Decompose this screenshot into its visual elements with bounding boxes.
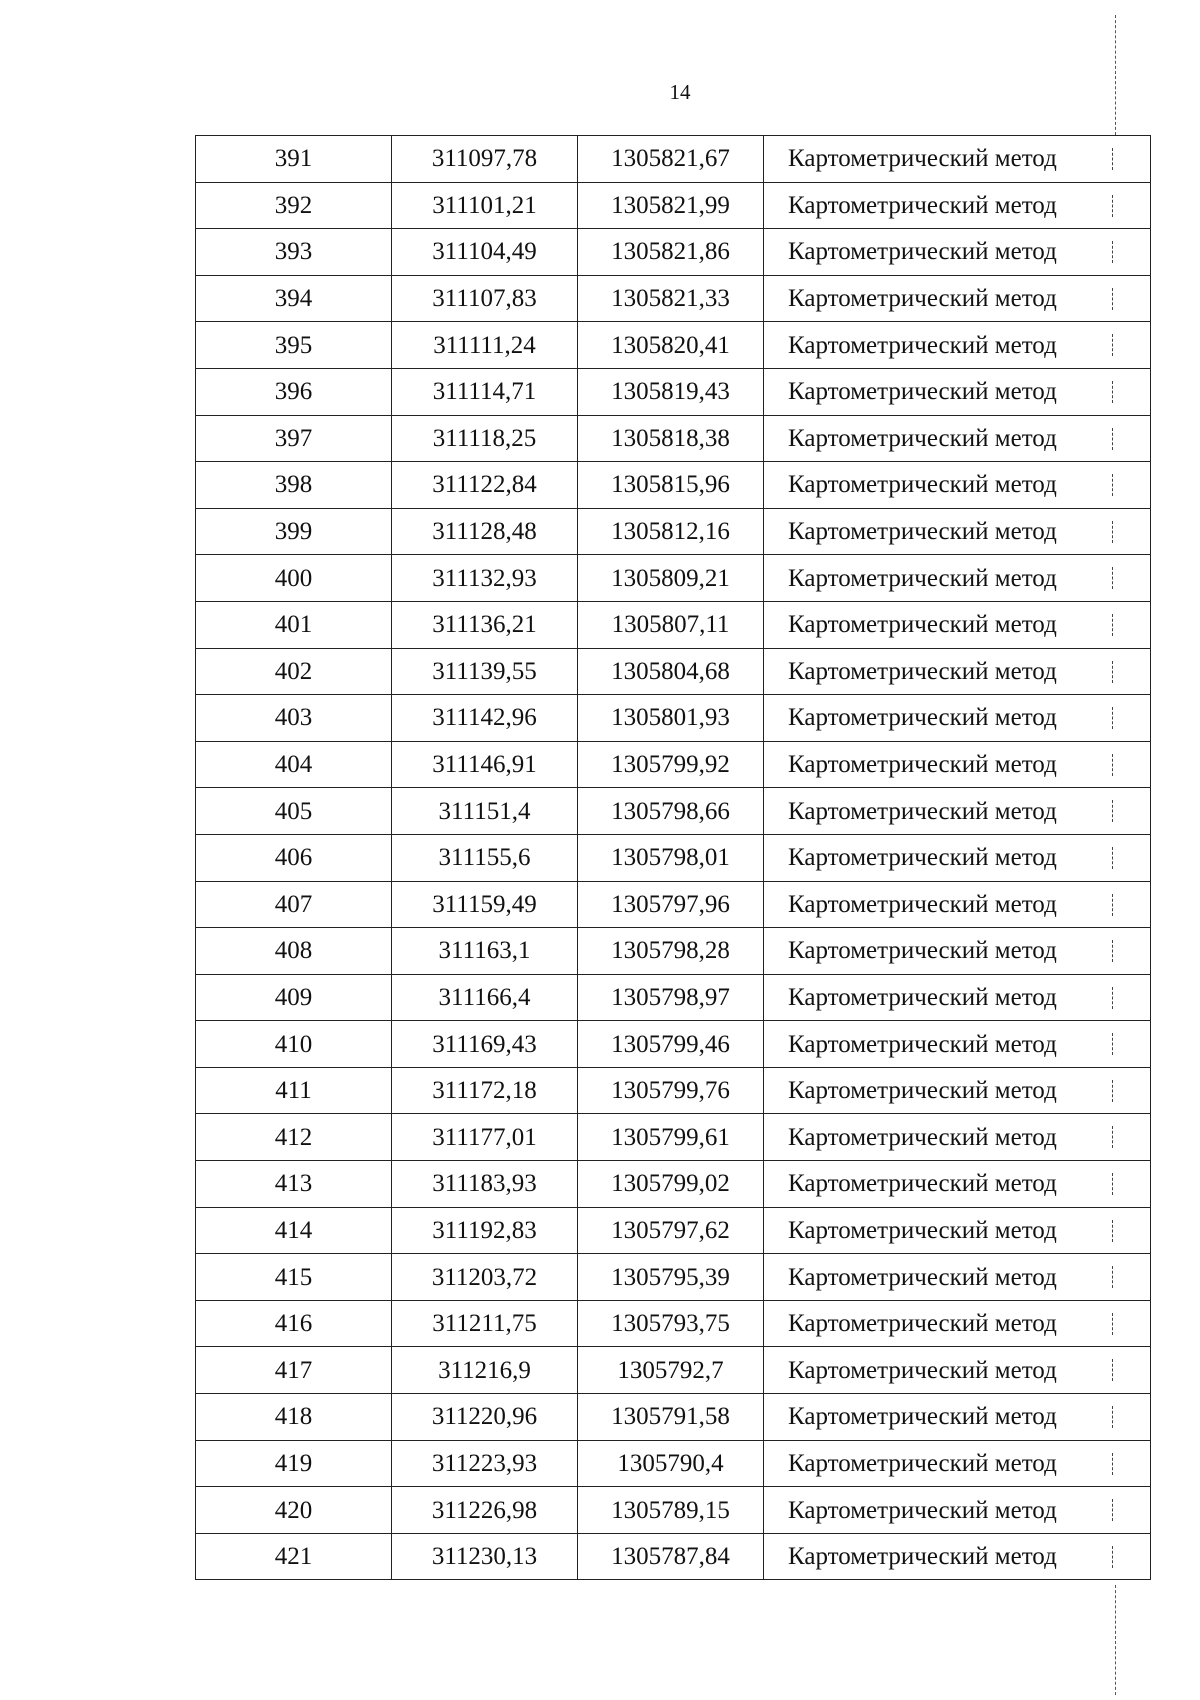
method-cell <box>764 322 1151 369</box>
x-coordinate-cell: 311097,78 <box>392 136 578 183</box>
table-row <box>196 229 1151 276</box>
margin-cut-tick <box>1112 567 1113 589</box>
method-text: Картометрический метод <box>788 285 1057 313</box>
method-text: Картометрический метод <box>788 331 1057 359</box>
point-number-cell: 391 <box>196 136 392 183</box>
method-text: Картометрический метод <box>788 611 1057 639</box>
method-text: Картометрический метод <box>788 1356 1057 1384</box>
point-number-cell: 399 <box>196 508 392 555</box>
table-row <box>196 1347 1151 1394</box>
method-text: Картометрический метод <box>788 378 1057 406</box>
table-row <box>196 1487 1151 1534</box>
x-coordinate-cell: 311128,48 <box>392 508 578 555</box>
method-text: Картометрический метод <box>788 1216 1057 1244</box>
margin-cut-tick <box>1112 1499 1113 1521</box>
method-text: Картометрический метод <box>788 983 1057 1011</box>
margin-cut-tick <box>1112 754 1113 776</box>
margin-cut-tick <box>1112 521 1113 543</box>
margin-cut-tick <box>1112 1453 1113 1475</box>
margin-cut-tick <box>1112 474 1113 496</box>
table-row <box>196 275 1151 322</box>
y-coordinate-cell: 1305821,67 <box>578 136 764 183</box>
y-coordinate-cell: 1305791,58 <box>578 1394 764 1441</box>
method-cell <box>764 788 1151 835</box>
method-cell <box>764 229 1151 276</box>
table-row <box>196 881 1151 928</box>
x-coordinate-cell: 311216,9 <box>392 1347 578 1394</box>
method-cell <box>764 1021 1151 1068</box>
margin-cut-tick <box>1112 148 1113 170</box>
table-row <box>196 136 1151 183</box>
margin-cut-tick <box>1112 894 1113 916</box>
point-number-cell: 418 <box>196 1394 392 1441</box>
x-coordinate-cell: 311230,13 <box>392 1533 578 1580</box>
x-coordinate-cell: 311122,84 <box>392 462 578 509</box>
margin-cut-tick <box>1112 847 1113 869</box>
margin-cut-tick <box>1112 707 1113 729</box>
table-row <box>196 1021 1151 1068</box>
coordinates-table <box>195 135 1151 1580</box>
point-number-cell: 419 <box>196 1440 392 1487</box>
table-row <box>196 695 1151 742</box>
coordinates-table-body <box>196 136 1151 1580</box>
method-text: Картометрический метод <box>788 890 1057 918</box>
x-coordinate-cell: 311223,93 <box>392 1440 578 1487</box>
x-coordinate-cell: 311151,4 <box>392 788 578 835</box>
x-coordinate-cell: 311177,01 <box>392 1114 578 1161</box>
point-number-cell: 407 <box>196 881 392 928</box>
method-text: Картометрический метод <box>788 518 1057 546</box>
method-text: Картометрический метод <box>788 191 1057 219</box>
y-coordinate-cell: 1305798,28 <box>578 928 764 975</box>
page-number: 14 <box>669 80 691 104</box>
y-coordinate-cell: 1305801,93 <box>578 695 764 742</box>
y-coordinate-cell: 1305799,76 <box>578 1067 764 1114</box>
point-number-cell: 421 <box>196 1533 392 1580</box>
table-row <box>196 1394 1151 1441</box>
y-coordinate-cell: 1305807,11 <box>578 601 764 648</box>
x-coordinate-cell: 311220,96 <box>392 1394 578 1441</box>
point-number-cell: 393 <box>196 229 392 276</box>
x-coordinate-cell: 311163,1 <box>392 928 578 975</box>
table-row <box>196 1067 1151 1114</box>
margin-cut-tick <box>1112 428 1113 450</box>
y-coordinate-cell: 1305798,01 <box>578 834 764 881</box>
table-row <box>196 182 1151 229</box>
x-coordinate-cell: 311114,71 <box>392 368 578 415</box>
y-coordinate-cell: 1305799,92 <box>578 741 764 788</box>
y-coordinate-cell: 1305821,86 <box>578 229 764 276</box>
table-row <box>196 555 1151 602</box>
method-cell <box>764 182 1151 229</box>
method-text: Картометрический метод <box>788 1403 1057 1431</box>
x-coordinate-cell: 311203,72 <box>392 1254 578 1301</box>
table-row <box>196 974 1151 1021</box>
margin-cut-tick <box>1112 1266 1113 1288</box>
method-text: Картометрический метод <box>788 1123 1057 1151</box>
margin-cut-tick <box>1112 1313 1113 1335</box>
point-number-cell: 404 <box>196 741 392 788</box>
method-text: Картометрический метод <box>788 797 1057 825</box>
method-text: Картометрический метод <box>788 1496 1057 1524</box>
method-text: Картометрический метод <box>788 937 1057 965</box>
table-row <box>196 1533 1151 1580</box>
method-cell <box>764 974 1151 1021</box>
method-cell <box>764 1300 1151 1347</box>
y-coordinate-cell: 1305819,43 <box>578 368 764 415</box>
table-row <box>196 1114 1151 1161</box>
point-number-cell: 400 <box>196 555 392 602</box>
margin-cut-tick <box>1112 940 1113 962</box>
method-cell <box>764 368 1151 415</box>
y-coordinate-cell: 1305799,61 <box>578 1114 764 1161</box>
margin-cut-tick <box>1112 1359 1113 1381</box>
method-cell <box>764 1114 1151 1161</box>
method-cell <box>764 881 1151 928</box>
x-coordinate-cell: 311104,49 <box>392 229 578 276</box>
point-number-cell: 395 <box>196 322 392 369</box>
method-text: Картометрический метод <box>788 657 1057 685</box>
margin-cut-tick <box>1112 1126 1113 1148</box>
y-coordinate-cell: 1305792,7 <box>578 1347 764 1394</box>
method-cell <box>764 1394 1151 1441</box>
point-number-cell: 410 <box>196 1021 392 1068</box>
method-cell <box>764 1533 1151 1580</box>
table-row <box>196 508 1151 555</box>
point-number-cell: 411 <box>196 1067 392 1114</box>
y-coordinate-cell: 1305797,62 <box>578 1207 764 1254</box>
table-row <box>196 462 1151 509</box>
point-number-cell: 401 <box>196 601 392 648</box>
table-row <box>196 368 1151 415</box>
table-row <box>196 1440 1151 1487</box>
method-text: Картометрический метод <box>788 424 1057 452</box>
method-text: Картометрический метод <box>788 1543 1057 1571</box>
point-number-cell: 412 <box>196 1114 392 1161</box>
method-cell <box>764 415 1151 462</box>
margin-cut-tick <box>1112 1033 1113 1055</box>
margin-cut-tick <box>1112 1406 1113 1428</box>
x-coordinate-cell: 311166,4 <box>392 974 578 1021</box>
margin-cut-tick <box>1112 334 1113 356</box>
table-row <box>196 1254 1151 1301</box>
table-row <box>196 788 1151 835</box>
point-number-cell: 416 <box>196 1300 392 1347</box>
margin-cut-line-top <box>1115 15 1116 135</box>
point-number-cell: 413 <box>196 1161 392 1208</box>
y-coordinate-cell: 1305789,15 <box>578 1487 764 1534</box>
method-cell <box>764 462 1151 509</box>
point-number-cell: 402 <box>196 648 392 695</box>
point-number-cell: 420 <box>196 1487 392 1534</box>
margin-cut-tick <box>1112 195 1113 217</box>
method-text: Картометрический метод <box>788 1263 1057 1291</box>
method-cell <box>764 1347 1151 1394</box>
point-number-cell: 417 <box>196 1347 392 1394</box>
y-coordinate-cell: 1305815,96 <box>578 462 764 509</box>
y-coordinate-cell: 1305809,21 <box>578 555 764 602</box>
margin-cut-tick <box>1112 241 1113 263</box>
table-row <box>196 741 1151 788</box>
table-row <box>196 1161 1151 1208</box>
x-coordinate-cell: 311107,83 <box>392 275 578 322</box>
point-number-cell: 406 <box>196 834 392 881</box>
y-coordinate-cell: 1305804,68 <box>578 648 764 695</box>
table-row <box>196 415 1151 462</box>
margin-cut-tick <box>1112 800 1113 822</box>
margin-cut-tick <box>1112 1080 1113 1102</box>
margin-cut-tick <box>1112 987 1113 1009</box>
method-cell <box>764 741 1151 788</box>
table-row <box>196 1207 1151 1254</box>
y-coordinate-cell: 1305820,41 <box>578 322 764 369</box>
point-number-cell: 396 <box>196 368 392 415</box>
y-coordinate-cell: 1305793,75 <box>578 1300 764 1347</box>
x-coordinate-cell: 311101,21 <box>392 182 578 229</box>
table-row <box>196 322 1151 369</box>
y-coordinate-cell: 1305812,16 <box>578 508 764 555</box>
point-number-cell: 403 <box>196 695 392 742</box>
y-coordinate-cell: 1305798,66 <box>578 788 764 835</box>
point-number-cell: 392 <box>196 182 392 229</box>
y-coordinate-cell: 1305818,38 <box>578 415 764 462</box>
point-number-cell: 414 <box>196 1207 392 1254</box>
y-coordinate-cell: 1305798,97 <box>578 974 764 1021</box>
method-text: Картометрический метод <box>788 704 1057 732</box>
x-coordinate-cell: 311192,83 <box>392 1207 578 1254</box>
x-coordinate-cell: 311183,93 <box>392 1161 578 1208</box>
method-text: Картометрический метод <box>788 238 1057 266</box>
method-cell <box>764 1487 1151 1534</box>
point-number-cell: 409 <box>196 974 392 1021</box>
method-text: Картометрический метод <box>788 564 1057 592</box>
x-coordinate-cell: 311132,93 <box>392 555 578 602</box>
method-text: Картометрический метод <box>788 1449 1057 1477</box>
table-row <box>196 928 1151 975</box>
method-text: Картометрический метод <box>788 751 1057 779</box>
table-row <box>196 834 1151 881</box>
x-coordinate-cell: 311159,49 <box>392 881 578 928</box>
method-cell <box>764 601 1151 648</box>
method-text: Картометрический метод <box>788 1310 1057 1338</box>
method-cell <box>764 834 1151 881</box>
table-row <box>196 648 1151 695</box>
method-cell <box>764 1067 1151 1114</box>
x-coordinate-cell: 311136,21 <box>392 601 578 648</box>
margin-cut-tick <box>1112 614 1113 636</box>
margin-cut-tick <box>1112 381 1113 403</box>
margin-cut-tick <box>1112 1546 1113 1568</box>
method-cell <box>764 136 1151 183</box>
x-coordinate-cell: 311211,75 <box>392 1300 578 1347</box>
method-cell <box>764 1254 1151 1301</box>
table-row <box>196 1300 1151 1347</box>
x-coordinate-cell: 311142,96 <box>392 695 578 742</box>
point-number-cell: 415 <box>196 1254 392 1301</box>
y-coordinate-cell: 1305795,39 <box>578 1254 764 1301</box>
margin-cut-line-bottom <box>1115 1585 1116 1695</box>
method-text: Картометрический метод <box>788 844 1057 872</box>
x-coordinate-cell: 311139,55 <box>392 648 578 695</box>
margin-cut-tick <box>1112 661 1113 683</box>
y-coordinate-cell: 1305797,96 <box>578 881 764 928</box>
x-coordinate-cell: 311172,18 <box>392 1067 578 1114</box>
margin-cut-tick <box>1112 288 1113 310</box>
method-cell <box>764 508 1151 555</box>
method-cell <box>764 928 1151 975</box>
y-coordinate-cell: 1305821,99 <box>578 182 764 229</box>
y-coordinate-cell: 1305799,02 <box>578 1161 764 1208</box>
method-cell <box>764 695 1151 742</box>
table-row <box>196 601 1151 648</box>
method-cell <box>764 1207 1151 1254</box>
y-coordinate-cell: 1305821,33 <box>578 275 764 322</box>
x-coordinate-cell: 311226,98 <box>392 1487 578 1534</box>
method-text: Картометрический метод <box>788 1030 1057 1058</box>
point-number-cell: 397 <box>196 415 392 462</box>
margin-cut-tick <box>1112 1220 1113 1242</box>
method-cell <box>764 1161 1151 1208</box>
method-text: Картометрический метод <box>788 145 1057 173</box>
margin-cut-tick <box>1112 1173 1113 1195</box>
y-coordinate-cell: 1305799,46 <box>578 1021 764 1068</box>
x-coordinate-cell: 311169,43 <box>392 1021 578 1068</box>
y-coordinate-cell: 1305787,84 <box>578 1533 764 1580</box>
x-coordinate-cell: 311118,25 <box>392 415 578 462</box>
point-number-cell: 408 <box>196 928 392 975</box>
method-text: Картометрический метод <box>788 1077 1057 1105</box>
method-text: Картометрический метод <box>788 1170 1057 1198</box>
method-cell <box>764 1440 1151 1487</box>
x-coordinate-cell: 311111,24 <box>392 322 578 369</box>
point-number-cell: 405 <box>196 788 392 835</box>
method-text: Картометрический метод <box>788 471 1057 499</box>
x-coordinate-cell: 311146,91 <box>392 741 578 788</box>
y-coordinate-cell: 1305790,4 <box>578 1440 764 1487</box>
point-number-cell: 398 <box>196 462 392 509</box>
method-cell <box>764 275 1151 322</box>
method-cell <box>764 555 1151 602</box>
point-number-cell: 394 <box>196 275 392 322</box>
method-cell <box>764 648 1151 695</box>
x-coordinate-cell: 311155,6 <box>392 834 578 881</box>
